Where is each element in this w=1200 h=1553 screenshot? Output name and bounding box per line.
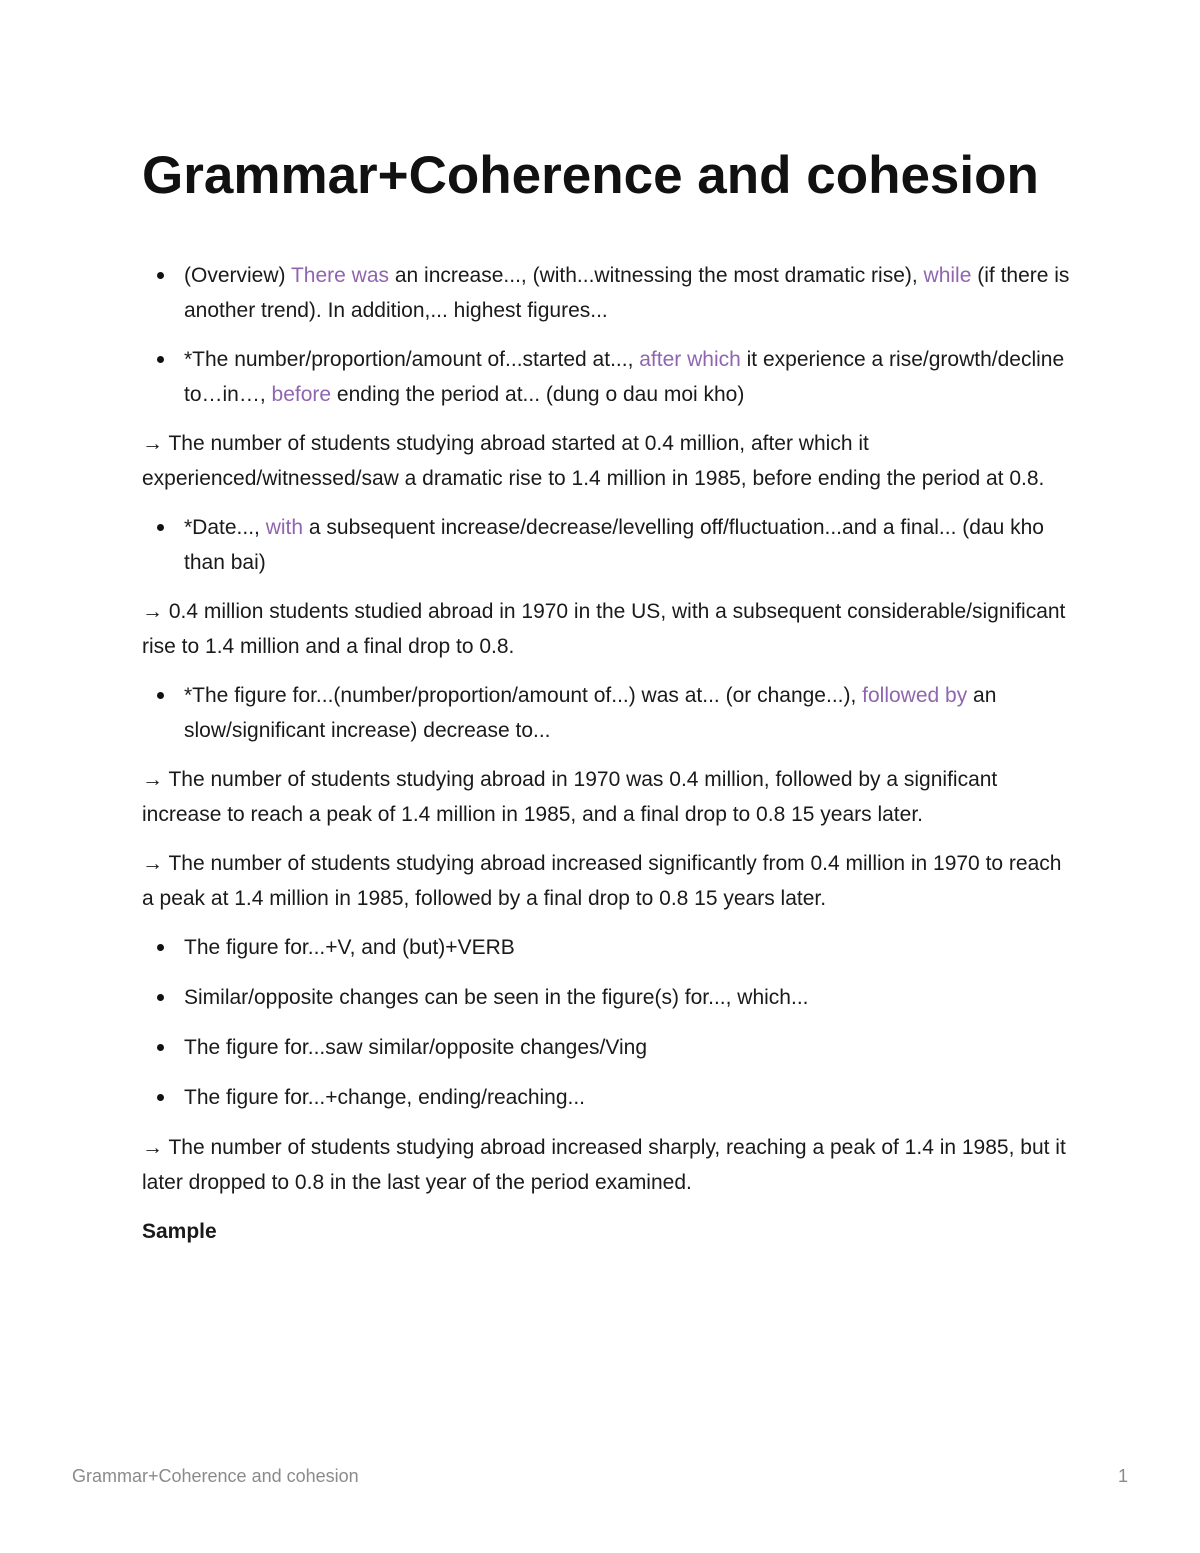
text-span: (if there is another trend). In addition,... highest figures... (184, 264, 1070, 322)
text-span: an slow/significant increase) decrease to... (184, 684, 997, 742)
text-span: *Date..., (184, 516, 266, 539)
text-span: *The figure for...(number/proportion/amount of...) was at... (or change...), (184, 684, 863, 707)
highlighted-phrase: after which (639, 348, 741, 371)
text-span: (Overview) (184, 264, 291, 287)
text-span: *The number/proportion/amount of...started at..., (184, 348, 640, 371)
sample-heading: Sample (142, 1220, 217, 1243)
example-paragraph: → The number of students studying abroad increased sharply, reaching a peak of 1.4 in 1985, but it later dropped to 0.8 in the last year of the period examined. (142, 1136, 1066, 1194)
highlighted-phrase: There was (290, 264, 390, 287)
list-item (142, 510, 1072, 580)
text-span: an increase..., (with...witnessing the most dramatic rise), (389, 264, 924, 287)
example-paragraph: → The number of students studying abroad started at 0.4 million, after which it experienced/witnessed/saw a dramatic rise to 1.4 million in 1985, before ending the period at 0.8. (142, 432, 1045, 490)
list-item (142, 342, 1072, 412)
example-paragraph: → The number of students studying abroad in 1970 was 0.4 million, followed by a significant increase to reach a peak of 1.4 million in 1985, and a final drop to 0.8 15 years later. (142, 768, 998, 826)
footer-doc-title: Grammar+Coherence and cohesion (72, 1466, 359, 1486)
text-span: a subsequent increase/decrease/levelling off/fluctuation...and a final... (dau kho than bai) (184, 516, 1044, 574)
example-paragraph: → 0.4 million students studied abroad in 1970 in the US, with a subsequent considerable/significant rise to 1.4 million and a final drop to 0.8. (142, 600, 1066, 658)
text-span: ending the period at... (dung o dau moi kho) (331, 383, 745, 406)
text-span: it experience a rise/growth/decline to…in…, (184, 348, 1065, 406)
highlighted-phrase: while (923, 264, 972, 287)
document-body (142, 142, 1072, 1263)
list-item (142, 678, 1072, 748)
page-title: Grammar+Coherence and cohesion (142, 146, 1039, 205)
list-item: The figure for...+change, ending/reaching... (142, 1080, 1072, 1115)
list-item: The figure for...+V, and (but)+VERB (142, 930, 1072, 965)
highlighted-phrase: before (271, 383, 332, 406)
page-footer (72, 1466, 1128, 1487)
example-paragraph: → The number of students studying abroad increased significantly from 0.4 million in 1970 to reach a peak at 1.4 million in 1985, followed by a final drop to 0.8 15 years later. (142, 852, 1062, 910)
list-item: Similar/opposite changes can be seen in the figure(s) for..., which... (142, 980, 1072, 1015)
bullet-list-4 (142, 930, 1072, 1115)
bullet-list-3 (142, 678, 1072, 748)
footer-page-number: 1 (1117, 1466, 1128, 1486)
list-item (142, 258, 1072, 328)
bullet-list-1 (142, 258, 1072, 412)
highlighted-phrase: with (265, 516, 304, 539)
list-item: The figure for...saw similar/opposite changes/Ving (142, 1030, 1072, 1065)
highlighted-phrase: followed by (862, 684, 968, 707)
bullet-list-2 (142, 510, 1072, 580)
